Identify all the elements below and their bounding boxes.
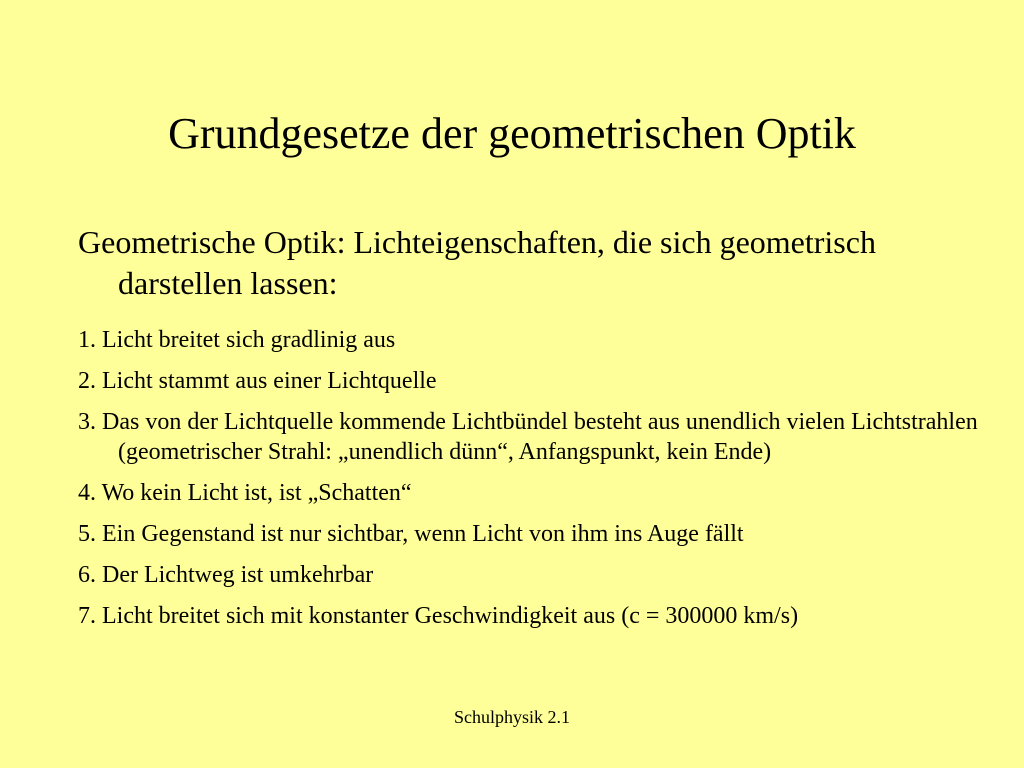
law-item-text: 6. Der Lichtweg ist umkehrbar [78, 562, 374, 588]
law-item-text: 2. Licht stammt aus einer Lichtquelle [78, 368, 437, 394]
law-item-7 [78, 601, 978, 631]
law-item-5 [78, 519, 978, 549]
slide-title: Grundgesetze der geometrischen Optik [168, 109, 856, 158]
law-item-4 [78, 478, 978, 508]
intro-text: Geometrische Optik: Lichteigenschaften, die sich geometrisch darstellen lassen: [78, 224, 876, 301]
law-item-text: 5. Ein Gegenstand ist nur sichtbar, wenn Licht von ihm ins Auge fällt [78, 521, 744, 547]
law-item-note: (geometrischer Strahl: „unendlich dünn“, Anfangspunkt, kein Ende) [118, 439, 772, 465]
slide-footer: Schulphysik 2.1 [453, 707, 570, 727]
law-item-3 [78, 407, 978, 467]
law-item-text: 4. Wo kein Licht ist, ist „Schatten“ [78, 480, 412, 506]
slide-body [78, 222, 978, 642]
law-item-2 [78, 366, 978, 396]
law-item-text: 1. Licht breitet sich gradlinig aus [78, 327, 396, 353]
law-item-6 [78, 560, 978, 590]
law-item-1 [78, 325, 978, 355]
law-item-text: 3. Das von der Lichtquelle kommende Lichtbündel besteht aus unendlich vielen Lichtstrahlen [78, 409, 978, 435]
law-item-text: 7. Licht breitet sich mit konstanter Geschwindigkeit aus (c = 300000 km/s) [78, 603, 799, 629]
law-list [78, 325, 978, 631]
